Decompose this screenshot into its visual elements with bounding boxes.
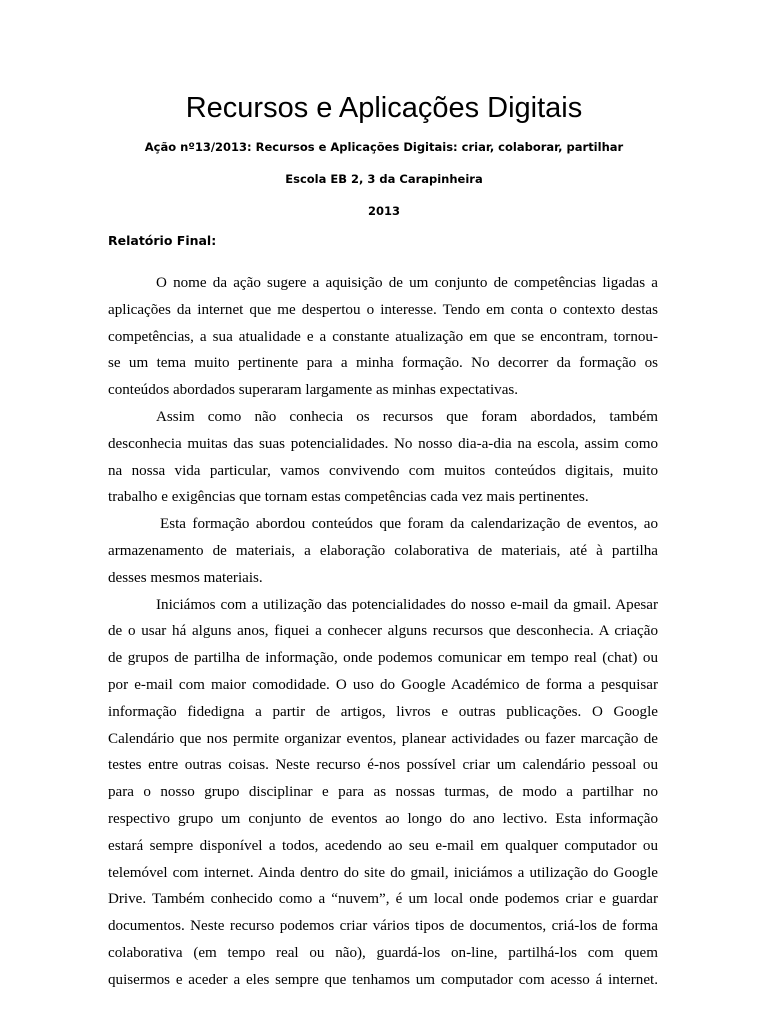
body-line: para o nosso grupo disciplinar e para as nossas turmas, de modo a partilhar no [108, 784, 658, 801]
document-title: Recursos e Aplicações Digitais [185, 92, 583, 124]
body-line: respectivo grupo um conjunto de eventos ao longo do ano lectivo. Esta informação [108, 810, 658, 827]
body-line: conteúdos abordados superaram largamente as minhas expectativas. [108, 382, 519, 399]
body-line: Iniciámos com a utilização das potencialidades do nosso e-mail da gmail. Apesar [156, 596, 658, 613]
body-line: Drive. Também conhecido como a “nuvem”, é um local onde podemos criar e guardar [108, 891, 658, 908]
action-line: Ação nº13/2013: Recursos e Aplicações Digitais: criar, colaborar, partilhar [144, 140, 624, 154]
body-line: de o usar há alguns anos, fiquei a conhecer alguns recursos que desconhecia. A criação [108, 623, 658, 640]
body-line: de grupos de partilha de informação, onde podemos comunicar em tempo real (chat) ou [108, 650, 658, 667]
report-body [108, 270, 658, 994]
body-line: Calendário que nos permite organizar eventos, planear actividades ou fazer marcação de [108, 730, 658, 747]
document-year: 2013 [367, 204, 400, 218]
body-line: se um tema muito pertinente para a minha formação. No decorrer da formação os [108, 355, 658, 372]
body-line: estará sempre disponível a todos, acedendo ao seu e-mail em qualquer computador ou [108, 837, 658, 854]
body-line: armazenamento de materiais, a elaboração colaborativa de materiais, até à partilha [108, 542, 658, 559]
body-line: na nossa vida particular, vamos convivendo com muitos conteúdos digitais, muito [108, 462, 658, 479]
body-line: desses mesmos materiais. [108, 569, 263, 586]
body-line: O nome da ação sugere a aquisição de um conjunto de competências ligadas a [156, 275, 658, 291]
body-line: desconhecia muitas das suas potencialidades. No nosso dia-a-dia na escola, assim como [108, 435, 658, 452]
body-line: colaborativa (em tempo real ou não), guardá-los on-line, partilhá-los com quem [108, 944, 658, 961]
body-line: competências, a sua atualidade e a constante atualização em que se encontram, tornou- [108, 328, 658, 345]
body-line: testes entre outras coisas. Neste recurso é-nos possível criar um calendário pessoal ou [108, 757, 658, 774]
body-line: documentos. Neste recurso podemos criar vários tipos de documentos, criá-los de forma [108, 918, 658, 935]
report-heading: Relatório Final: [108, 233, 217, 248]
body-line: Esta formação abordou conteúdos que foram da calendarização de eventos, ao [160, 516, 658, 533]
body-line: quisermos e aceder a eles sempre que tenhamos um computador com acesso á internet. [108, 971, 658, 988]
body-line: trabalho e exigências que tornam estas competências cada vez mais pertinentes. [108, 489, 589, 506]
body-line: informação fidedigna a partir de artigos, livros e outras publicações. O Google [108, 703, 658, 720]
body-line: Assim como não conhecia os recursos que foram abordados, também [156, 408, 658, 425]
school-name: Escola EB 2, 3 da Carapinheira [285, 172, 483, 186]
body-line: telemóvel com internet. Ainda dentro do site do gmail, iniciámos a utilização do Google [108, 864, 658, 881]
body-line: aplicações da internet que me despertou o interesse. Tendo em conta o contexto destas [108, 301, 658, 318]
body-line: por e-mail com maior comodidade. O uso do Google Académico de forma a pesquisar [108, 676, 658, 693]
